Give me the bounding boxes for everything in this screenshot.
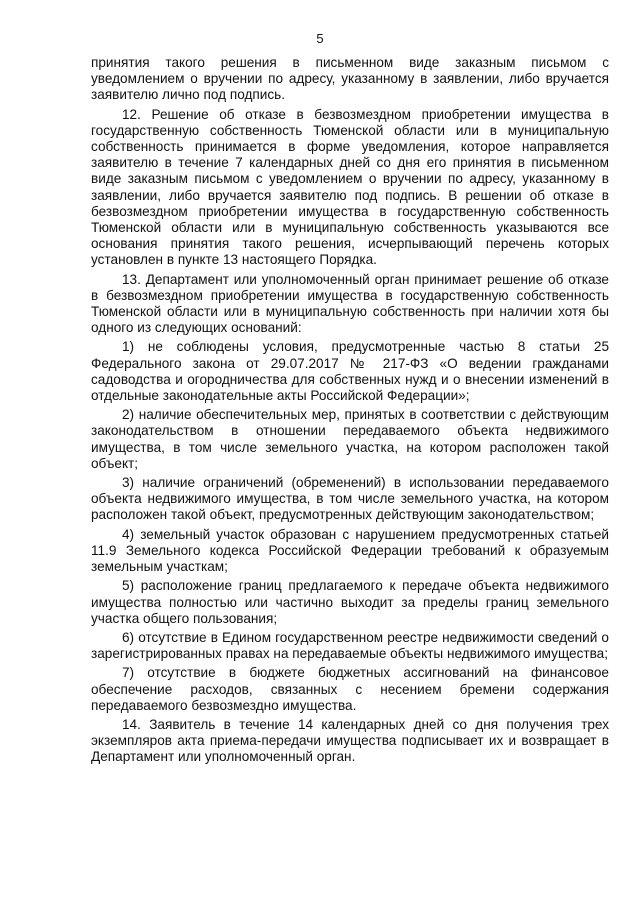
list-item-6: 6) отсутствие в Едином государственном реестре недвижимости сведений о зарегистрированных правах на передаваемые объекты недвижимого имущества;	[91, 629, 609, 662]
list-item-2: 2) наличие обеспечительных мер, принятых в соответствии с действующим законодательством в отношении передаваемого объекта недвижимого имущества, в том числе земельного участка, на котором расположен такой объект;	[91, 407, 609, 471]
paragraph-clause-14: 14. Заявитель в течение 14 календарных дней со дня получения трех экземпляров акта приема-передачи имущества подписывает их и возвращает в Департамент или уполномоченный орган.	[91, 716, 609, 765]
list-item-4: 4) земельный участок образован с нарушением предусмотренных статьей 11.9 Земельного кодекса Российской Федерации требований к образуемым земельным участкам;	[91, 526, 609, 575]
list-item-5: 5) расположение границ предлагаемого к передаче объекта недвижимого имущества полностью или частично выходит за пределы границ земельного участка общего пользования;	[91, 578, 609, 626]
paragraph-clause-13: 13. Департамент или уполномоченный орган принимает решение об отказе в безвозмездном приобретении имущества в государственную собственность Тюменской области или в муниципальную собственность при наличии хотя бы одного из следующих оснований:	[91, 271, 609, 336]
page-number: 5	[316, 31, 324, 46]
paragraph-clause-12: 12. Решение об отказе в безвозмездном приобретении имущества в государственную собственность Тюменской области или в муниципальную собственность принимается в форме уведомления, которое направляется заявителю в течение 7 календарных дней со дня его принятия в письменном виде заказным письмом с уведомлением о вручении по адресу, указанному в заявлении, либо вручается заявителю под подпись. В решении об отказе в безвозмездном приобретении имущества в государственную собственность Тюменской области или в муниципальную собственность указываются все основания принятия такого решения, исчерпывающий перечень которых установлен в пункте 13 настоящего Порядка.	[91, 106, 609, 268]
list-item-7: 7) отсутствие в бюджете бюджетных ассигнований на финансовое обеспечение расходов, связанных с несением бремени содержания передаваемого безвозмездно имущества.	[91, 665, 609, 713]
paragraph-continuation: принятия такого решения в письменном виде заказным письмом с уведомлением о вручении по адресу, указанному в заявлении, либо вручается заявителю лично под подпись.	[91, 55, 609, 103]
list-item-1: 1) не соблюдены условия, предусмотренные частью 8 статьи 25 Федерального закона от 29.07.2017 № 217-ФЗ «О ведении гражданами садоводства и огородничества для собственных нужд и о внесении изменений в отдельные законодательные акты Российской Федерации»;	[91, 339, 609, 404]
list-item-3: 3) наличие ограничений (обременений) в использовании передаваемого объекта недвижимого имущества, в том числе земельного участка, на котором расположен такой объект, предусмотренных действующим законодательством;	[91, 475, 609, 523]
document-body	[91, 55, 609, 769]
